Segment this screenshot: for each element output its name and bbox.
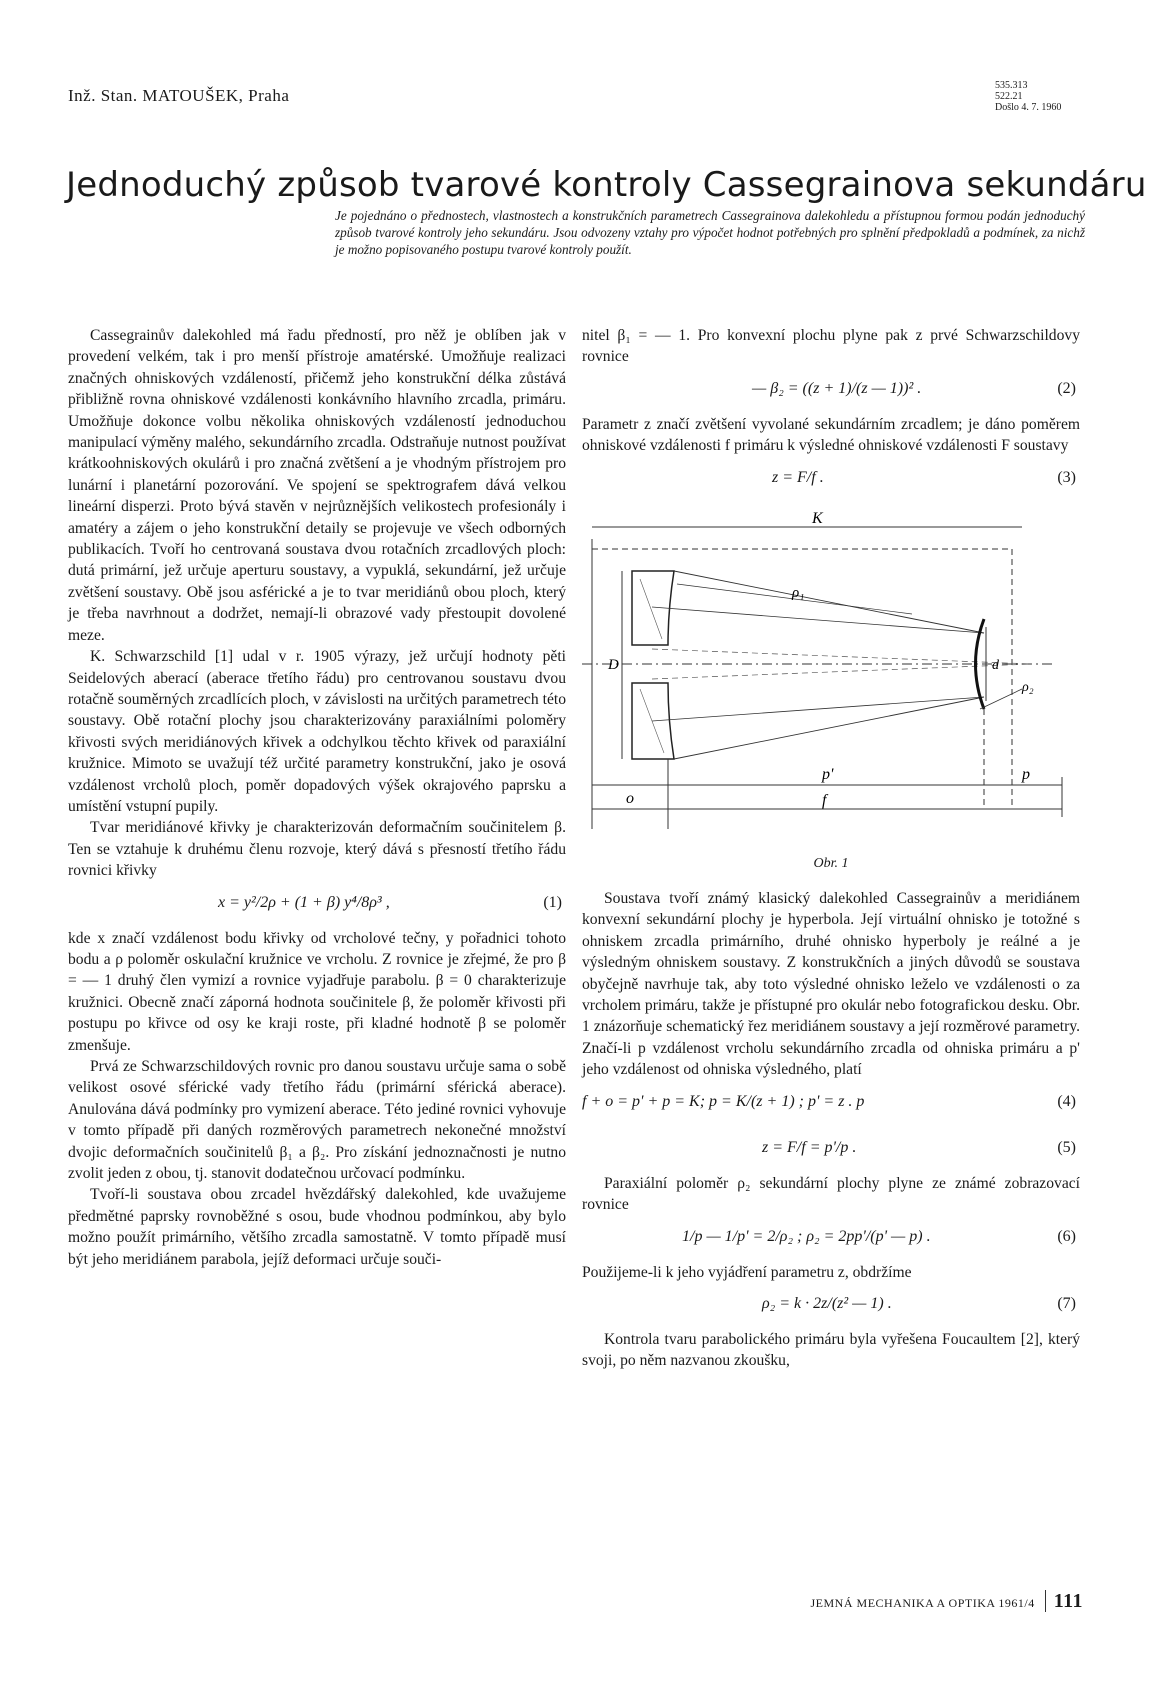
paragraph: Soustava tvoří známý klasický dalekohled Cassegrainův a meridiánem konvexní sekundární plochy je hyperbola. Její virtuální ohnisko je totožné s ohniskem zrcadla primárního, druhé ohnisko hyperboly je reálné a je výsledným ohniskem soustavy. Z konstrukčních a jiných důvodů se soustava obyčejně navrhuje tak, aby toto výsledné ohnisko leželo ve vzdálenosti o za vrcholem primáru, takže je přístupné pro okulár nebo fotografickou desku. Obr. 1 znázorňuje schematický řez meridiánem soustavy a její rozměrové parametry. Značí-li p vzdálenost vrcholu sekundárního zrcadla od ohniska primáru a p' jeho vzdálenost od ohniska výsledného, platí [582, 890, 1080, 1079]
equation-5-number: (5) [1057, 1138, 1076, 1156]
equation-1 [68, 882, 566, 928]
page-footer [811, 1590, 1083, 1613]
equation-3-number: (3) [1057, 468, 1076, 486]
paragraph: Parametr z značí zvětšení vyvolané sekundárním zrcadlem; je dáno poměrem ohniskové vzdálenosti f primáru k výsledné ohniskové vzdálenosti F soustavy [582, 415, 1080, 455]
figure-1 [582, 509, 1080, 849]
label-p-prime: p' [822, 765, 834, 783]
abstract: Je pojednáno o přednostech, vlastnostech a konstrukčních parametrech Cassegrainova dalekohledu a přístupnou formou podán jednoduchý způsob tvarové kontroly jeho sekundáru. Jsou odvozeny vztahy pro výpočet hodnot potřebných pro splnění předpokladů a podmínek, za nichž je možno popisovaného postupu tvarové kontroly použít. [335, 208, 1085, 257]
equation-7 [582, 1283, 1080, 1329]
left-column [68, 325, 566, 1270]
label-o: o [626, 789, 634, 807]
label-d: d [992, 657, 999, 673]
equation-1-number: (1) [543, 893, 562, 911]
equation-6-number: (6) [1057, 1227, 1076, 1245]
page-number: 111 [1045, 1590, 1083, 1612]
label-f: f [822, 791, 827, 809]
equation-4-expr: f + o = p' + p = K; p = K/(z + 1) ; p' = z . p [582, 1092, 865, 1110]
equation-6-expr: 1/p — 1/p' = 2/ρ₂ ; ρ₂ = 2pp'/(p' — p) . [682, 1227, 931, 1245]
figure-caption: Obr. 1 [813, 855, 849, 871]
author-line: Inž. Stan. MATOUŠEK, Praha [68, 86, 290, 105]
paragraph: Tvoří-li soustava obou zrcadel hvězdářský dalekohled, kde uvažujeme předmětné paprsky rovnoběžné s osou, bude vhodnou podmínkou, aby bylo možno použít primárního, většího zrcadla samostatně. V tomto případě musí být jeho meridiánem parabola, jejíž deformaci určuje souči- [68, 1186, 566, 1268]
equation-6 [582, 1216, 1080, 1262]
label-rho2: ρ₂ [1022, 679, 1034, 695]
equation-5-expr: z = F/f = p'/p . [762, 1138, 857, 1156]
equation-1-expr: x = y²/2ρ + (1 + β) y⁴/8ρ³ , [218, 893, 390, 911]
paragraph: K. Schwarzschild [1] udal v r. 1905 výrazy, jež určují hodnoty pěti Seidelových aberací (aberace třetího řádu) pro centrovanou soustavu dvou rotačně souměrných zrcadlících ploch, v závislosti na určitých parametrech této soustavy. Obě rotační plochy jsou charakterizovány paraxiálními poloměry křivosti svých meridiánových křivek a odchylkou těchto křivek od paraxiální kružnice. Mimoto se uvažují též určité parametry konstrukční, jako je osová vzdálenost vrcholů ploch, poměr dopadových výšek okrajového paprsku a umístění vstupní pupily. [68, 648, 566, 815]
paragraph: Cassegrainův dalekohled má řadu předností, pro něž je oblíben jak v provedení velkém, tak i pro menší přístroje amatérské. Umožňuje realizaci značných ohniskových vzdáleností, přičemž jeho konstrukční délka zůstává přibližně rovna ohniskové vzdálenosti konkávního hlavního zrcadla, primáru. Umožňuje dokonce volbu několika ohniskových vzdáleností jednoduchou manipulací výměny malého, sekundárního zrcadla. Odstraňuje nutnost používat krátkoohniskových okulárů i pro značná zvětšení a je vhodným přístrojem pro lunární i planetární pozorování. Ve spojení se spektrografem dává velkou lineární disperzi. Proto bývá stavěn v nejrůznějších velikostech profesionály i amatéry a zájem o jeho konstrukční detaily se projevuje ve všech odborných publikacích. Tvoří ho centrovaná soustava dvou rotačních zrcadlových ploch: dutá primární, jež určuje aperturu soustavy, a vypuklá, sekundární, jež určuje zvětšení soustavy. Obě jsou asférické a je to tvar meridiánů obou ploch, který je třeba navrhnout a dodržet, nemají-li obrazové vady přestoupit dovolené meze. [68, 327, 566, 644]
paragraph: Použijeme-li k jeho vyjádření parametru z, obdržíme [582, 1263, 912, 1281]
paragraph: nitel β₁ = — 1. Pro konvexní plochu plyne pak z prvé Schwarzschildovy rovnice [582, 327, 1080, 366]
equation-7-expr: ρ₂ = k · 2z/(z² — 1) . [762, 1294, 892, 1312]
udc-code-2: 522.21 [995, 91, 1023, 102]
equation-3-expr: z = F/f . [772, 468, 824, 486]
cassegrain-diagram [582, 509, 1080, 849]
article-title: Jednoduchý způsob tvarové kontroly Cassegrainova sekundáru [66, 164, 1147, 205]
equation-2-number: (2) [1057, 379, 1076, 397]
label-D: D [608, 656, 619, 673]
equation-2 [582, 368, 1080, 414]
udc-code-1: 535.313 [995, 80, 1028, 91]
received-date: Došlo 4. 7. 1960 [995, 102, 1062, 113]
label-p: p [1022, 765, 1030, 783]
paragraph: Kontrola tvaru parabolického primáru byla vyřešena Foucaultem [2], který svoji, po něm nazvanou zkoušku, [582, 1330, 1080, 1370]
classification-codes [995, 80, 1085, 113]
paragraph: kde x značí vzdálenost bodu křivky od vrcholové tečny, y pořadnici tohoto bodu a ρ poloměr oskulační kružnice ve vrcholu. Z rovnice je zřejmé, že pro β = — 1 druhý člen vymizí a rovnice vyjadřuje parabolu. β = 0 charakterizuje kružnici. Obecně značí záporná hodnota součinitele β, že poloměr křivosti při postupu po křivce od osy ke kraji roste, při kladné hodnotě β se poloměr zmenšuje. [68, 929, 566, 1054]
equation-3 [582, 457, 1080, 503]
right-column [582, 325, 1080, 1372]
equation-2-expr: — β₂ = ((z + 1)/(z — 1))² . [752, 379, 922, 397]
equation-4-number: (4) [1057, 1092, 1076, 1110]
equation-7-number: (7) [1057, 1294, 1076, 1312]
equation-4 [582, 1081, 1080, 1127]
equation-5 [582, 1127, 1080, 1173]
label-K: K [812, 509, 823, 527]
label-rho1: ρ₁ [792, 584, 805, 601]
paragraph: Prvá ze Schwarzschildových rovnic pro danou soustavu určuje sama o sobě velikost osové sférické vady třetího řádu (primární sférická aberace). Anulována dává podmínky pro vymizení aberace. Této jediné rovnici vyhovuje v tomto případě při daných rozměrových parametrech nekonečné množství dvojic deformačních součinitelů β₁ a β₂. Pro získání jednoznačnosti je nutno zvolit jeden z obou, tj. stanovit dodatečnou určovací podmínku. [68, 1058, 566, 1183]
journal-name: JEMNÁ MECHANIKA A OPTIKA 1961/4 [810, 1596, 1035, 1610]
paragraph: Tvar meridiánové křivky je charakterizován deformačním součinitelem β. Ten se vztahuje k druhému členu rozvoje, který dává s přesností třetího řádu rovnici křivky [68, 819, 566, 880]
paragraph: Paraxiální poloměr ρ₂ sekundární plochy plyne ze známé zobrazovací rovnice [582, 1174, 1080, 1214]
